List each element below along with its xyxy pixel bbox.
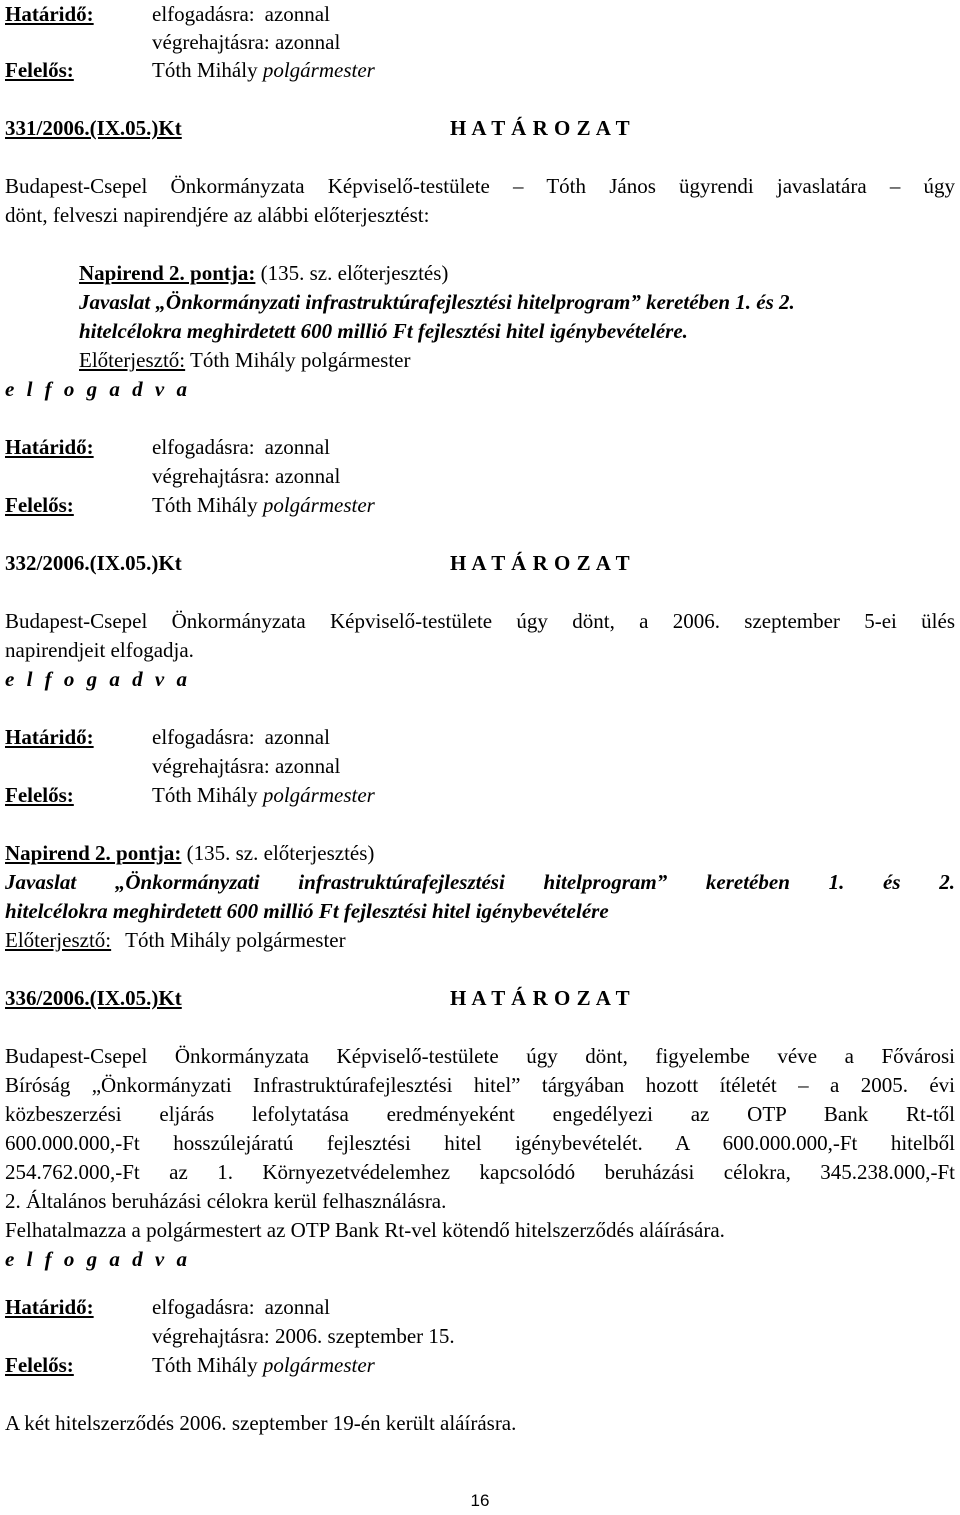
felhatalmazza-line: Felhatalmazza a polgármestert az OTP Bank Rt-vel kötendő hitelszerződés aláírására. xyxy=(5,1218,725,1242)
felelos-name: Tóth Mihály xyxy=(152,58,258,82)
res336-line: Budapest-Csepel Önkormányzata Képviselő-testülete úgy dönt, figyelembe véve a Fővárosi xyxy=(5,1044,955,1068)
javaslat-line1: Javaslat „Önkormányzati infrastruktúrafejlesztési hitelprogram” keretében 1. és 2. xyxy=(79,290,795,314)
felelos-title: polgármester xyxy=(262,783,375,807)
elfogadasra-label: elfogadásra: xyxy=(152,1295,255,1319)
vegrehajtasra-value: azonnal xyxy=(275,464,341,488)
hatarozat-title: H A T Á R O Z A T xyxy=(450,116,631,140)
res332-line1: Budapest-Csepel Önkormányzata Képviselő-testülete úgy dönt, a 2006. szeptember 5-ei ülés xyxy=(5,609,955,633)
felelos-label: Felelős: xyxy=(5,493,74,517)
vegrehajtasra-label: végrehajtásra: xyxy=(152,464,270,488)
javaslat-line2: hitelcélokra meghirdetett 600 millió Ft fejlesztési hitel igénybevételére. xyxy=(79,319,688,343)
felelos-title: polgármester xyxy=(262,1353,375,1377)
elfogadasra-line xyxy=(152,0,330,29)
elfogadasra-label: elfogadásra: xyxy=(152,725,255,749)
elfogadasra-line xyxy=(152,433,330,462)
vegrehajtasra-line xyxy=(152,1322,455,1351)
elfogadasra-label: elfogadásra: xyxy=(152,2,255,26)
res336-line: 254.762.000,-Ft az 1. Környezetvédelemhez kapcsolódó beruházási célokra, 345.238.000,-Ft xyxy=(5,1160,955,1184)
eloterjeszto-line xyxy=(5,926,346,955)
hatarozat-title: H A T Á R O Z A T xyxy=(450,551,631,575)
eloterjeszto-label: Előterjesztő: xyxy=(79,348,186,372)
res336-line: 600.000.000,-Ft hosszúlejáratú fejlesztési hitel igénybevételét. A 600.000.000,-Ft hitelből xyxy=(5,1131,955,1155)
felelos-name: Tóth Mihály xyxy=(152,783,258,807)
elfogadasra-label: elfogadásra: xyxy=(152,435,255,459)
eloterjeszto-label: Előterjesztő: xyxy=(5,928,112,952)
hatarido-label: Határidő: xyxy=(5,725,94,749)
elfogadva-mark: e l f o g a d v a xyxy=(5,667,191,691)
felelos-label: Felelős: xyxy=(5,1353,74,1377)
hatarido-label: Határidő: xyxy=(5,435,94,459)
felelos-value xyxy=(152,1351,375,1380)
felelos-title: polgármester xyxy=(262,493,375,517)
felelos-title: polgármester xyxy=(262,58,375,82)
vegrehajtasra-value: azonnal xyxy=(275,754,341,778)
napirend-label: Napirend 2. pontja: xyxy=(79,261,256,285)
res331-line2: dönt, felveszi napirendjére az alábbi előterjesztést: xyxy=(5,203,430,227)
napirend-ref: (135. sz. előterjesztés) xyxy=(260,261,449,285)
closing-note: A két hitelszerződés 2006. szeptember 19-én került aláírásra. xyxy=(5,1411,517,1435)
elfogadasra-value: azonnal xyxy=(264,725,330,749)
elfogadva-mark: e l f o g a d v a xyxy=(5,377,191,401)
felelos-value xyxy=(152,491,375,520)
resolution-number: 331/2006.(IX.05.)Kt xyxy=(5,116,182,140)
vegrehajtasra-value: azonnal xyxy=(275,30,341,54)
napirend-ref: (135. sz. előterjesztés) xyxy=(186,841,375,865)
felelos-label: Felelős: xyxy=(5,58,74,82)
hatarido-label: Határidő: xyxy=(5,2,94,26)
resolution-number: 336/2006.(IX.05.)Kt xyxy=(5,986,182,1010)
elfogadasra-line xyxy=(152,723,330,752)
resolution-number: 332/2006.(IX.05.)Kt xyxy=(5,551,182,575)
vegrehajtasra-label: végrehajtásra: xyxy=(152,754,270,778)
napirend-label: Napirend 2. pontja: xyxy=(5,841,182,865)
vegrehajtasra-line xyxy=(152,752,340,781)
eloterjeszto-line xyxy=(79,346,410,375)
res336-line: Bíróság „Önkormányzati Infrastruktúrafejlesztési hitel” tárgyában hozott ítéletét – a 2005. évi xyxy=(5,1073,955,1097)
elfogadasra-value: azonnal xyxy=(264,2,330,26)
felelos-value xyxy=(152,56,375,85)
javaslat-line1: Javaslat „Önkormányzati infrastruktúrafejlesztési hitelprogram” keretében 1. és 2. xyxy=(5,870,955,894)
page-number: 16 xyxy=(470,1491,490,1510)
felelos-name: Tóth Mihály xyxy=(152,493,258,517)
vegrehajtasra-line xyxy=(152,462,340,491)
vegrehajtasra-line xyxy=(152,28,340,57)
vegrehajtasra-label: végrehajtásra: xyxy=(152,30,270,54)
res336-line: közbeszerzési eljárás lefolytatása eredményeként engedélyezi az OTP Bank Rt-től xyxy=(5,1102,955,1126)
eloterjeszto-value: Tóth Mihály polgármester xyxy=(125,928,346,952)
hatarido-label: Határidő: xyxy=(5,1295,94,1319)
res332-line2: napirendjeit elfogadja. xyxy=(5,638,194,662)
vegrehajtasra-label: végrehajtásra: xyxy=(152,1324,270,1348)
elfogadva-mark: e l f o g a d v a xyxy=(5,1247,191,1271)
elfogadasra-line xyxy=(152,1293,330,1322)
elfogadasra-value: azonnal xyxy=(264,435,330,459)
napirend-line xyxy=(5,839,374,868)
felelos-label: Felelős: xyxy=(5,783,74,807)
elfogadasra-value: azonnal xyxy=(264,1295,330,1319)
felelos-value xyxy=(152,781,375,810)
res331-line1: Budapest-Csepel Önkormányzata Képviselő-testülete – Tóth János ügyrendi javaslatára – úgy xyxy=(5,174,955,198)
felelos-name: Tóth Mihály xyxy=(152,1353,258,1377)
eloterjeszto-value: Tóth Mihály polgármester xyxy=(190,348,411,372)
vegrehajtasra-value: 2006. szeptember 15. xyxy=(275,1324,455,1348)
hatarozat-title: H A T Á R O Z A T xyxy=(450,986,631,1010)
napirend-line xyxy=(79,259,448,288)
javaslat-line2: hitelcélokra meghirdetett 600 millió Ft fejlesztési hitel igénybevételére xyxy=(5,899,609,923)
res336-line: 2. Általános beruházási célokra kerül felhasználásra. xyxy=(5,1189,447,1213)
